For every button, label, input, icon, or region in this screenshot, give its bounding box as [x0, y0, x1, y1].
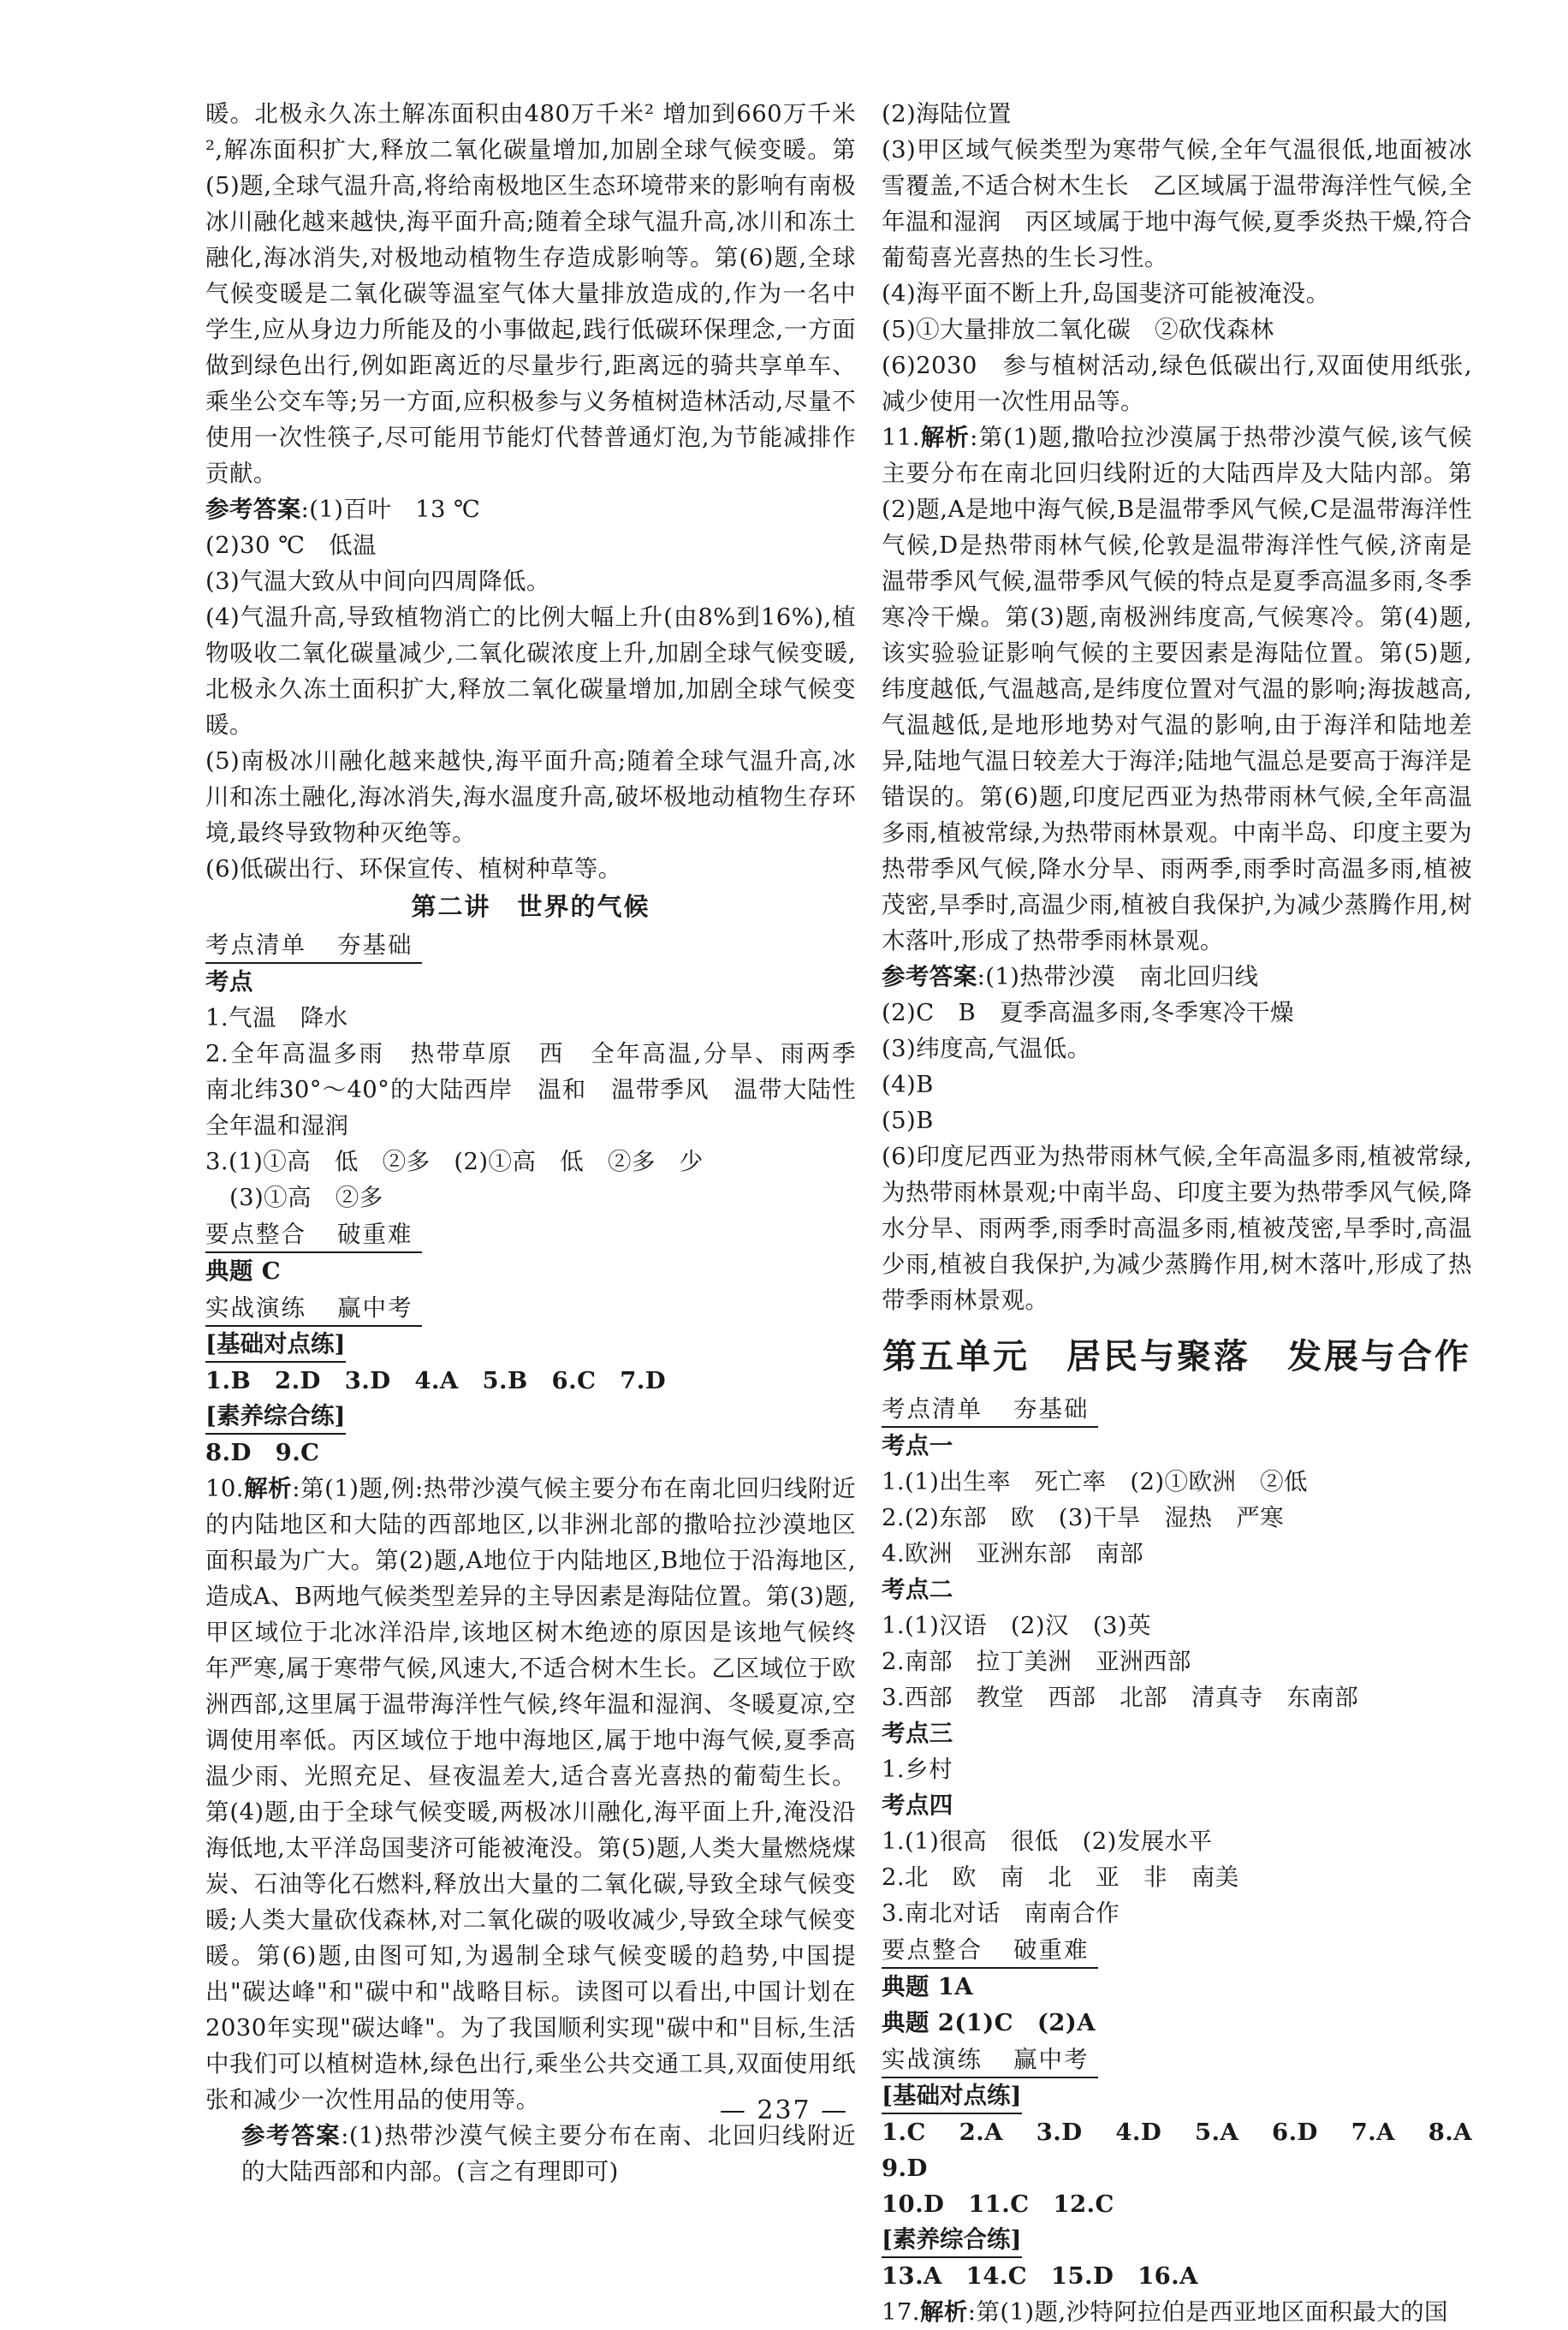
suyang-answers: 8.D 9.C [205, 1439, 320, 1466]
kaodian-label: 考点一 [882, 1432, 953, 1459]
kaodian-label: 考点四 [882, 1792, 953, 1819]
answer-line: (4)B [882, 1071, 934, 1098]
jichu-answers: 1.C 2.A 3.D 4.D 5.A 6.D 7.A 8.A 9.D [882, 2119, 1496, 2182]
kaodian-item: 2.(2)东部 欧 (3)干旱 湿热 严寒 [882, 1504, 1285, 1531]
kaodian-item: 1.(1)汉语 (2)汉 (3)英 [882, 1612, 1151, 1639]
answer-line: (5)B [882, 1107, 934, 1134]
answer-line: (2)海陆位置 [882, 100, 1012, 128]
kaodian-item: 3.南北对话 南南合作 [882, 1899, 1120, 1927]
suyang-label: [素养综合练] [205, 1399, 346, 1435]
kaodian-label: 考点三 [882, 1720, 953, 1747]
answer-line: (6)印度尼西亚为热带雨林气候,全年高温多雨,植被常绿,为热带雨林景观;中南半岛、印度主要为热带季风气候,降水分旱、雨两季,雨季时高温多雨,植被茂密,旱季时,高温少雨,植被自我保护,为减少蒸腾作用,树木落叶,形成了热带季雨林景观。 [882, 1143, 1472, 1314]
answer-line: (6)低碳出行、环保宣传、植树种草等。 [205, 855, 622, 883]
left-column [205, 96, 880, 2190]
section-header-kaodian: 考点清单 夯基础 [205, 928, 422, 964]
kaodian-item: 3.西部 教堂 西部 北部 清真寺 东南部 [882, 1684, 1359, 1711]
answer-line: (3)纬度高,气温低。 [882, 1035, 1091, 1062]
kaodian-label: 考点 [205, 968, 253, 996]
kaodian-item: 2.全年高温多雨 热带草原 西 全年高温,分旱、雨两季 南北纬30°～40°的大陆西岸 温和 温带季风 温带大陆性 全年温和湿润 [205, 1040, 880, 1139]
kaodian-item: 1.(1)出生率 死亡率 (2)①欧洲 ②低 [882, 1468, 1308, 1495]
kaodian-item: 2.南部 拉丁美洲 亚洲西部 [882, 1648, 1191, 1675]
suyang-label: [素养综合练] [882, 2222, 1022, 2258]
answer-line: (4)海平面不断上升,岛国斐济可能被淹没。 [882, 280, 1330, 307]
section-header-shizhan: 实战演练 赢中考 [205, 1291, 422, 1327]
lecture-title: 第二讲 世界的气候 [411, 892, 650, 921]
jichu-answers: 1.B 2.D 3.D 4.A 5.B 6.C 7.D [205, 1367, 667, 1394]
question-10-answer: 参考答案:(1)热带沙漠气候主要分布在南、北回归线附近的大陆西部和内部。(言之有理即可) [241, 2122, 856, 2185]
kaodian-item: 1.乡村 [882, 1756, 953, 1783]
section-header-shizhan: 实战演练 赢中考 [882, 2042, 1098, 2078]
unit-title: 第五单元 居民与聚落 发展与合作 [882, 1336, 1471, 1376]
answer-line: (3)气温大致从中间向四周降低。 [205, 568, 550, 595]
kaodian-item: (3)①高 ②多 [229, 1184, 383, 1211]
answer-line: (5)南极冰川融化越来越快,海平面升高;随着全球气温升高,冰川和冻土融化,海冰消失,海水温度升高,破坏极地动植物生存环境,最终导致物种灭绝等。 [205, 747, 856, 847]
question-17-analysis: 17.解析:第(1)题,沙特阿拉伯是西亚地区面积最大的国 [882, 2298, 1448, 2326]
question-11-analysis: 11.解析:第(1)题,撒哈拉沙漠属于热带沙漠气候,该气候主要分布在南北回归线附近的大陆西岸及大陆内部。第(2)题,A是地中海气候,B是温带季风气候,C是温带海洋性气候,D是热带雨林气候,伦敦是温带海洋性气候,济南是温带季风气候,温带季风气候的特点是夏季高温多雨,冬季寒冷干燥。第(3)题,南极洲纬度高,气候寒冷。第(4)题,该实验验证影响气候的主要因素是海陆位置。第(5)题,纬度越低,气温越高,是纬度位置对气温的影响;海拔越高,气温越低,是地形地势对气温的影响,由于海洋和陆地差异,陆地气温日较差大于海洋;陆地气温总是要高于海洋是错误的。第(6)题,印度尼西亚为热带雨林气候,全年高温多雨,植被常绿,为热带雨林景观。中南半岛、印度主要为热带季风气候,降水分旱、雨两季,雨季时高温多雨,植被茂密,旱季时,高温少雨,植被自我保护,为减少蒸腾作用,树木落叶,形成了热带季雨林景观。 [882, 424, 1472, 954]
dianti-answer: 典题 C [205, 1257, 282, 1285]
jichu-label: [基础对点练] [882, 2078, 1022, 2114]
answer-line: (5)①大量排放二氧化碳 ②砍伐森林 [882, 316, 1274, 343]
answer-line: (4)气温升高,导致植物消亡的比例大幅上升(由8%到16%),植物吸收二氧化碳量减少,二氧化碳浓度上升,加剧全球气候变暖,北极永久冻土面积扩大,释放二氧化碳量增加,加剧全球气候变暖。 [205, 603, 856, 739]
kaodian-item: 1.气温 降水 [205, 1004, 348, 1031]
section-header-yaodian: 要点整合 破重难 [882, 1933, 1098, 1969]
right-column [882, 96, 1496, 2330]
jichu-answers: 10.D 11.C 12.C [882, 2190, 1114, 2218]
answer-line: (2)C B 夏季高温多雨,冬季寒冷干燥 [882, 999, 1294, 1026]
answer-line: (2)30 ℃ 低温 [205, 532, 377, 559]
kaodian-item: 1.(1)很高 很低 (2)发展水平 [882, 1828, 1213, 1855]
section-header-kaodian: 考点清单 夯基础 [882, 1392, 1098, 1428]
dianti-answer: 典题 1A [882, 1973, 974, 2000]
dianti-answer: 典题 2(1)C (2)A [882, 2009, 1096, 2036]
kaodian-item: 2.北 欧 南 北 亚 非 南美 [882, 1863, 1239, 1891]
answer-line: (3)甲区域气候类型为寒带气候,全年气温很低,地面被冰雪覆盖,不适合树木生长 乙区域属于温带海洋性气候,全年温和湿润 丙区域属于地中海气候,夏季炎热干燥,符合葡萄喜光喜热的生长习性。 [882, 136, 1472, 271]
answer-label: 参考答案 [205, 496, 301, 523]
answer-line: (6)2030 参与植树活动,绿色低碳出行,双面使用纸张,减少使用一次性用品等。 [882, 352, 1472, 415]
kaodian-item: 4.欧洲 亚洲东部 南部 [882, 1540, 1144, 1567]
page-number: — 237 — [719, 2095, 849, 2125]
jichu-label: [基础对点练] [205, 1327, 346, 1363]
kaodian-label: 考点二 [882, 1576, 953, 1603]
paragraph-continuation: 暖。北极永久冻土解冻面积由480万千米² 增加到660万千米²,解冻面积扩大,释放二氧化碳量增加,加剧全球气候变暖。第(5)题,全球气温升高,将给南极地区生态环境带来的影响有南极冰川融化越来越快,海平面升高;随着全球气温升高,冰川和冻土融化,海冰消失,对极地动植物生存造成影响等。第(6)题,全球气候变暖是二氧化碳等温室气体大量排放造成的,作为一名中学生,应从身边力所能及的小事做起,践行低碳环保理念,一方面做到绿色出行,例如距离近的尽量步行,距离远的骑共享单车、乘坐公交车等;另一方面,应积极参与义务植树造林活动,尽量不使用一次性筷子,尽可能用节能灯代替普通灯泡,为节能减排作贡献。 [205, 100, 856, 487]
question-11-answer: 参考答案:(1)热带沙漠 南北回归线 [882, 963, 1259, 990]
section-header-yaodian: 要点整合 破重难 [205, 1217, 422, 1253]
suyang-answers: 13.A 14.C 15.D 16.A [882, 2262, 1198, 2290]
question-10-analysis: 10.解析:第(1)题,例:热带沙漠气候主要分布在南北回归线附近的内陆地区和大陆的西部地区,以非洲北部的撒哈拉沙漠地区面积最为广大。第(2)题,A地位于内陆地区,B地位于沿海地区,造成A、B两地气候类型差异的主导因素是海陆位置。第(3)题,甲区域位于北冰洋沿岸,该地区树木绝迹的原因是该地气候终年严寒,属于寒带气候,风速大,不适合树木生长。乙区域位于欧洲西部,这里属于温带海洋性气候,终年温和湿润、冬暖夏凉,空调使用率低。丙区域位于地中海地区,属于地中海气候,夏季高温少雨、光照充足、昼夜温差大,适合喜光喜热的葡萄生长。第(4)题,由于全球气候变暖,两极冰川融化,海平面上升,淹没沿海低地,太平洋岛国斐济可能被淹没。第(5)题,人类大量燃烧煤炭、石油等化石燃料,释放出大量的二氧化碳,导致全球气候变暖;人类大量砍伐森林,对二氧化碳的吸收减少,导致全球气候变暖。第(6)题,由图可知,为遏制全球气候变暖的趋势,中国提出"碳达峰"和"碳中和"战略目标。读图可以看出,中国计划在2030年实现"碳达峰"。为了我国顺利实现"碳中和"目标,生活中我们可以植树造林,绿色出行,乘坐公共交通工具,双面使用纸张和减少一次性用品的使用等。 [205, 1475, 856, 2113]
kaodian-item: 3.(1)①高 低 ②多 (2)①高 低 ②多 少 [205, 1148, 704, 1175]
answer-line: 参考答案:(1)百叶 13 ℃ [205, 496, 481, 523]
